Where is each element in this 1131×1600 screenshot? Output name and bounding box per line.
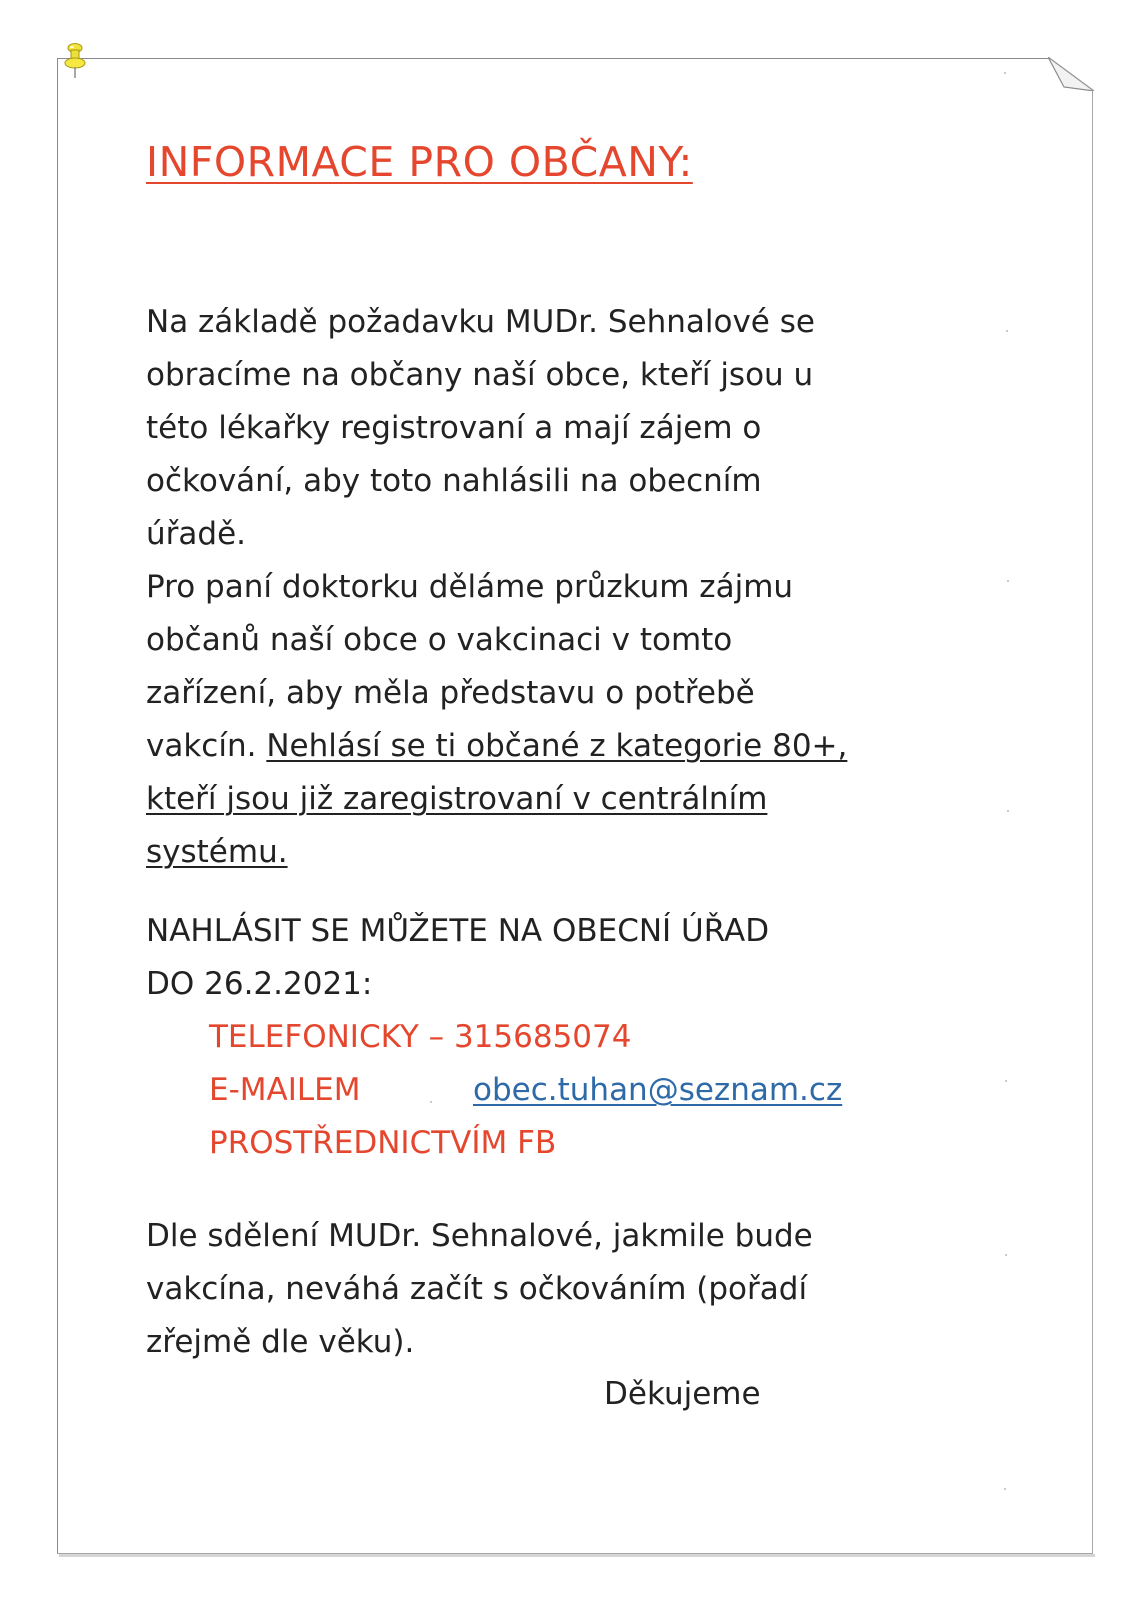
text-underlined-line: kteří jsou již zaregistrovaní v centrálním (146, 781, 768, 817)
page-shadow (59, 1554, 1095, 1557)
text-line: občanů naší obce o vakcinaci v tomto (146, 622, 733, 658)
text-line: zřejmě dle věku). (146, 1324, 415, 1360)
contact-methods (209, 1011, 843, 1170)
text-line: DO 26.2.2021: (146, 966, 373, 1002)
text-line: obracíme na občany naší obce, kteří jsou u (146, 357, 814, 393)
scan-speck (1004, 72, 1006, 74)
text-line: této lékařky registrovaní a mají zájem o (146, 410, 762, 446)
scan-speck (1005, 1080, 1007, 1082)
text-line: NAHLÁSIT SE MŮŽETE NA OBECNÍ ÚŘAD (146, 913, 770, 949)
contact-email-label: E-MAILEM (209, 1072, 361, 1108)
text-line: úřadě. (146, 516, 246, 552)
scan-speck (1005, 1254, 1007, 1256)
text-line: Dle sdělení MUDr. Sehnalové, jakmile bude (146, 1218, 813, 1254)
text-line: očkování, aby toto nahlásili na obecním (146, 463, 762, 499)
text-underlined-line: systému. (146, 834, 288, 870)
closing-thanks: Děkujeme (604, 1376, 761, 1412)
text-line-wrapper (146, 826, 1046, 879)
contact-phone: TELEFONICKY – 315685074 (209, 1019, 632, 1055)
text-plain: vakcín. (146, 728, 267, 764)
contact-facebook: PROSTŘEDNICTVÍM FB (209, 1125, 557, 1161)
scan-speck (1004, 1488, 1006, 1490)
text-line: zařízení, aby měla představu o potřebě (146, 675, 755, 711)
pushpin-icon (63, 42, 87, 82)
text-line: Na základě požadavku MUDr. Sehnalové se (146, 304, 815, 340)
scan-speck (430, 1101, 432, 1103)
folded-corner-icon (1048, 57, 1094, 91)
page-title: INFORMACE PRO OBČANY: (146, 138, 693, 186)
registration-heading (146, 905, 1046, 1011)
text-line: Pro paní doktorku děláme průzkum zájmu (146, 569, 794, 605)
text-line-mixed (146, 720, 1046, 773)
scan-speck (1007, 580, 1009, 582)
email-link[interactable]: obec.tuhan@seznam.cz (473, 1072, 843, 1108)
contact-email-row (209, 1064, 843, 1117)
scan-speck (1006, 330, 1008, 332)
text-underlined: Nehlásí se ti občané z kategorie 80+, (266, 728, 848, 764)
text-line: vakcína, neváhá začít s očkováním (pořadí (146, 1271, 808, 1307)
scan-speck (1007, 810, 1009, 812)
paragraph-request (146, 296, 1046, 879)
paragraph-vaccination-info (146, 1210, 1046, 1369)
